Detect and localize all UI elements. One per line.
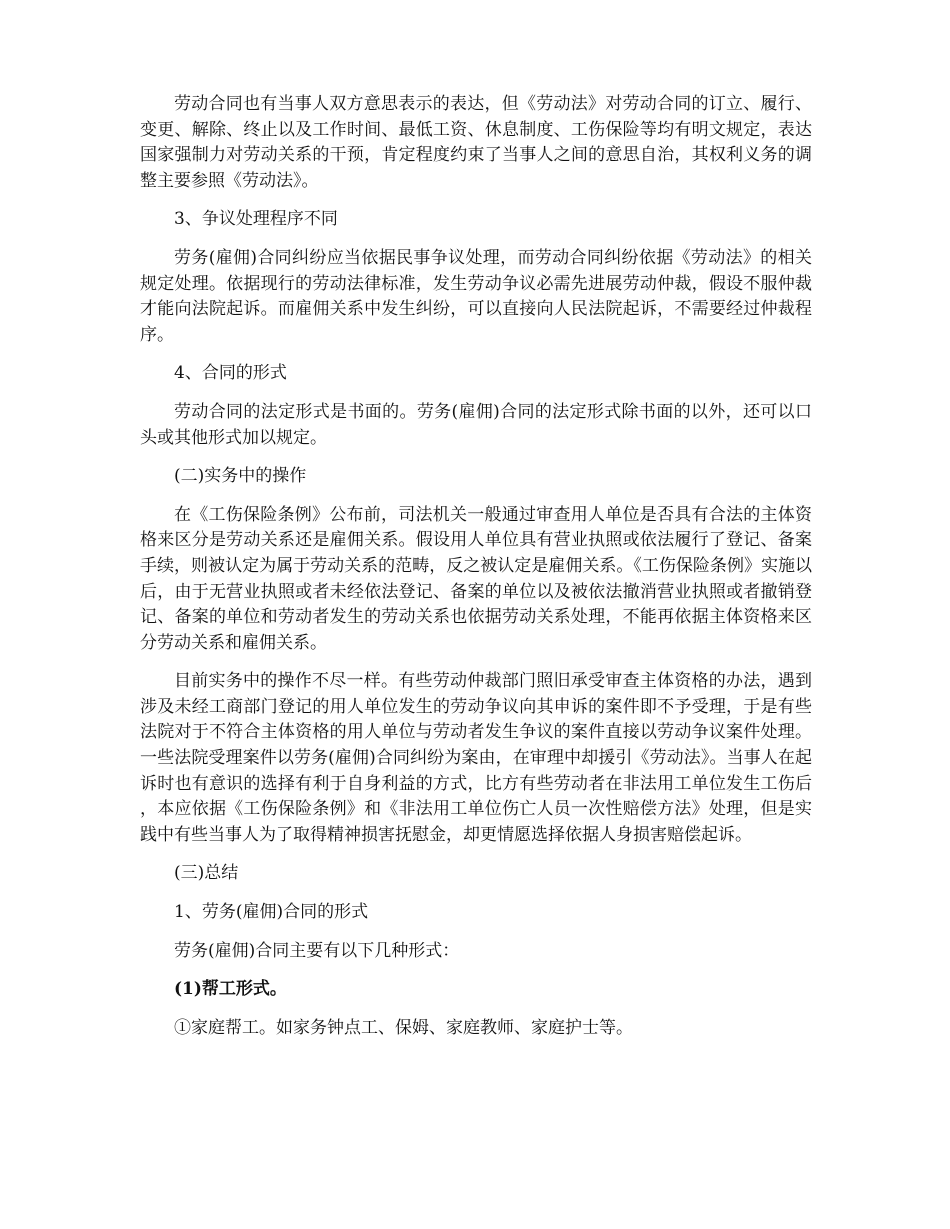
paragraph-dispute-handling: 劳务(雇佣)合同纠纷应当依据民事争议处理，而劳动合同纠纷依据《劳动法》的相关规定处理。依据现行的劳动法律标准，发生劳动争议必需先进展劳动仲裁，假设不服仲裁才能向法院起诉。而雇佣关系中发生纠纷，可以直接向人民法院起诉，不需要经过仲裁程序。	[140, 247, 812, 345]
document-body	[140, 92, 812, 1054]
heading-helper-form: (1)帮工形式。	[174, 979, 287, 1000]
paragraph-injury-regulation: 在《工伤保险条例》公布前，司法机关一般通过审查用人单位是否具有合法的主体资格来区分是劳动关系还是雇佣关系。假设用人单位具有营业执照或依法履行了登记、备案手续，则被认定为属于劳动关系的范畴，反之被认定是雇佣关系。《工伤保险条例》实施以后，由于无营业执照或者未经依法登记、备案的单位以及被依法撤消营业执照或者撤销登记、备案的单位和劳动者发生的劳动关系也依据劳动关系处理，不能再依据主体资格来区分劳动关系和雇佣关系。	[140, 504, 812, 653]
paragraph-labor-contract-will: 劳动合同也有当事人双方意思表示的表达，但《劳动法》对劳动合同的订立、履行、变更、解除、终止以及工作时间、最低工资、休息制度、工伤保险等均有明文规定，表达国家强制力对劳动关系的干预，肯定程度约束了当事人之间的意思自治，其权利义务的调整主要参照《劳动法》。	[140, 94, 812, 191]
heading-practical-operation: (二)实务中的操作	[174, 466, 307, 487]
paragraph-forms-intro: 劳务(雇佣)合同主要有以下几种形式：	[174, 940, 460, 961]
heading-dispute-procedure: 3、争议处理程序不同	[174, 209, 338, 230]
paragraph-family-helper: ①家庭帮工。如家务钟点工、保姆、家庭教师、家庭护士等。	[174, 1017, 633, 1038]
paragraph-current-practice: 目前实务中的操作不尽一样。有些劳动仲裁部门照旧承受审查主体资格的办法，遇到涉及未经工商部门登记的用人单位发生的劳动争议向其申诉的案件即不予受理，于是有些法院对于不符合主体资格的用人单位与劳动者发生争议的案件直接以劳动争议案件处理。一些法院受理案件以劳务(雇佣)合同纠纷为案由，在审理中却援引《劳动法》。当事人在起诉时也有意识的选择有利于自身利益的方式，比方有些劳动者在非法用工单位发生工伤后，本应依据《工伤保险条例》和《非法用工单位伤亡人员一次性赔偿方法》处理，但是实践中有些当事人为了取得精神损害抚慰金，却更情愿选择依据人身损害赔偿起诉。	[140, 671, 812, 845]
heading-summary: (三)总结	[174, 863, 239, 884]
heading-contract-form: 4、合同的形式	[174, 363, 287, 384]
heading-service-contract-form: 1、劳务(雇佣)合同的形式	[174, 902, 369, 923]
paragraph-contract-form: 劳动合同的法定形式是书面的。劳务(雇佣)合同的法定形式除书面的以外，还可以口头或其他形式加以规定。	[140, 401, 812, 448]
